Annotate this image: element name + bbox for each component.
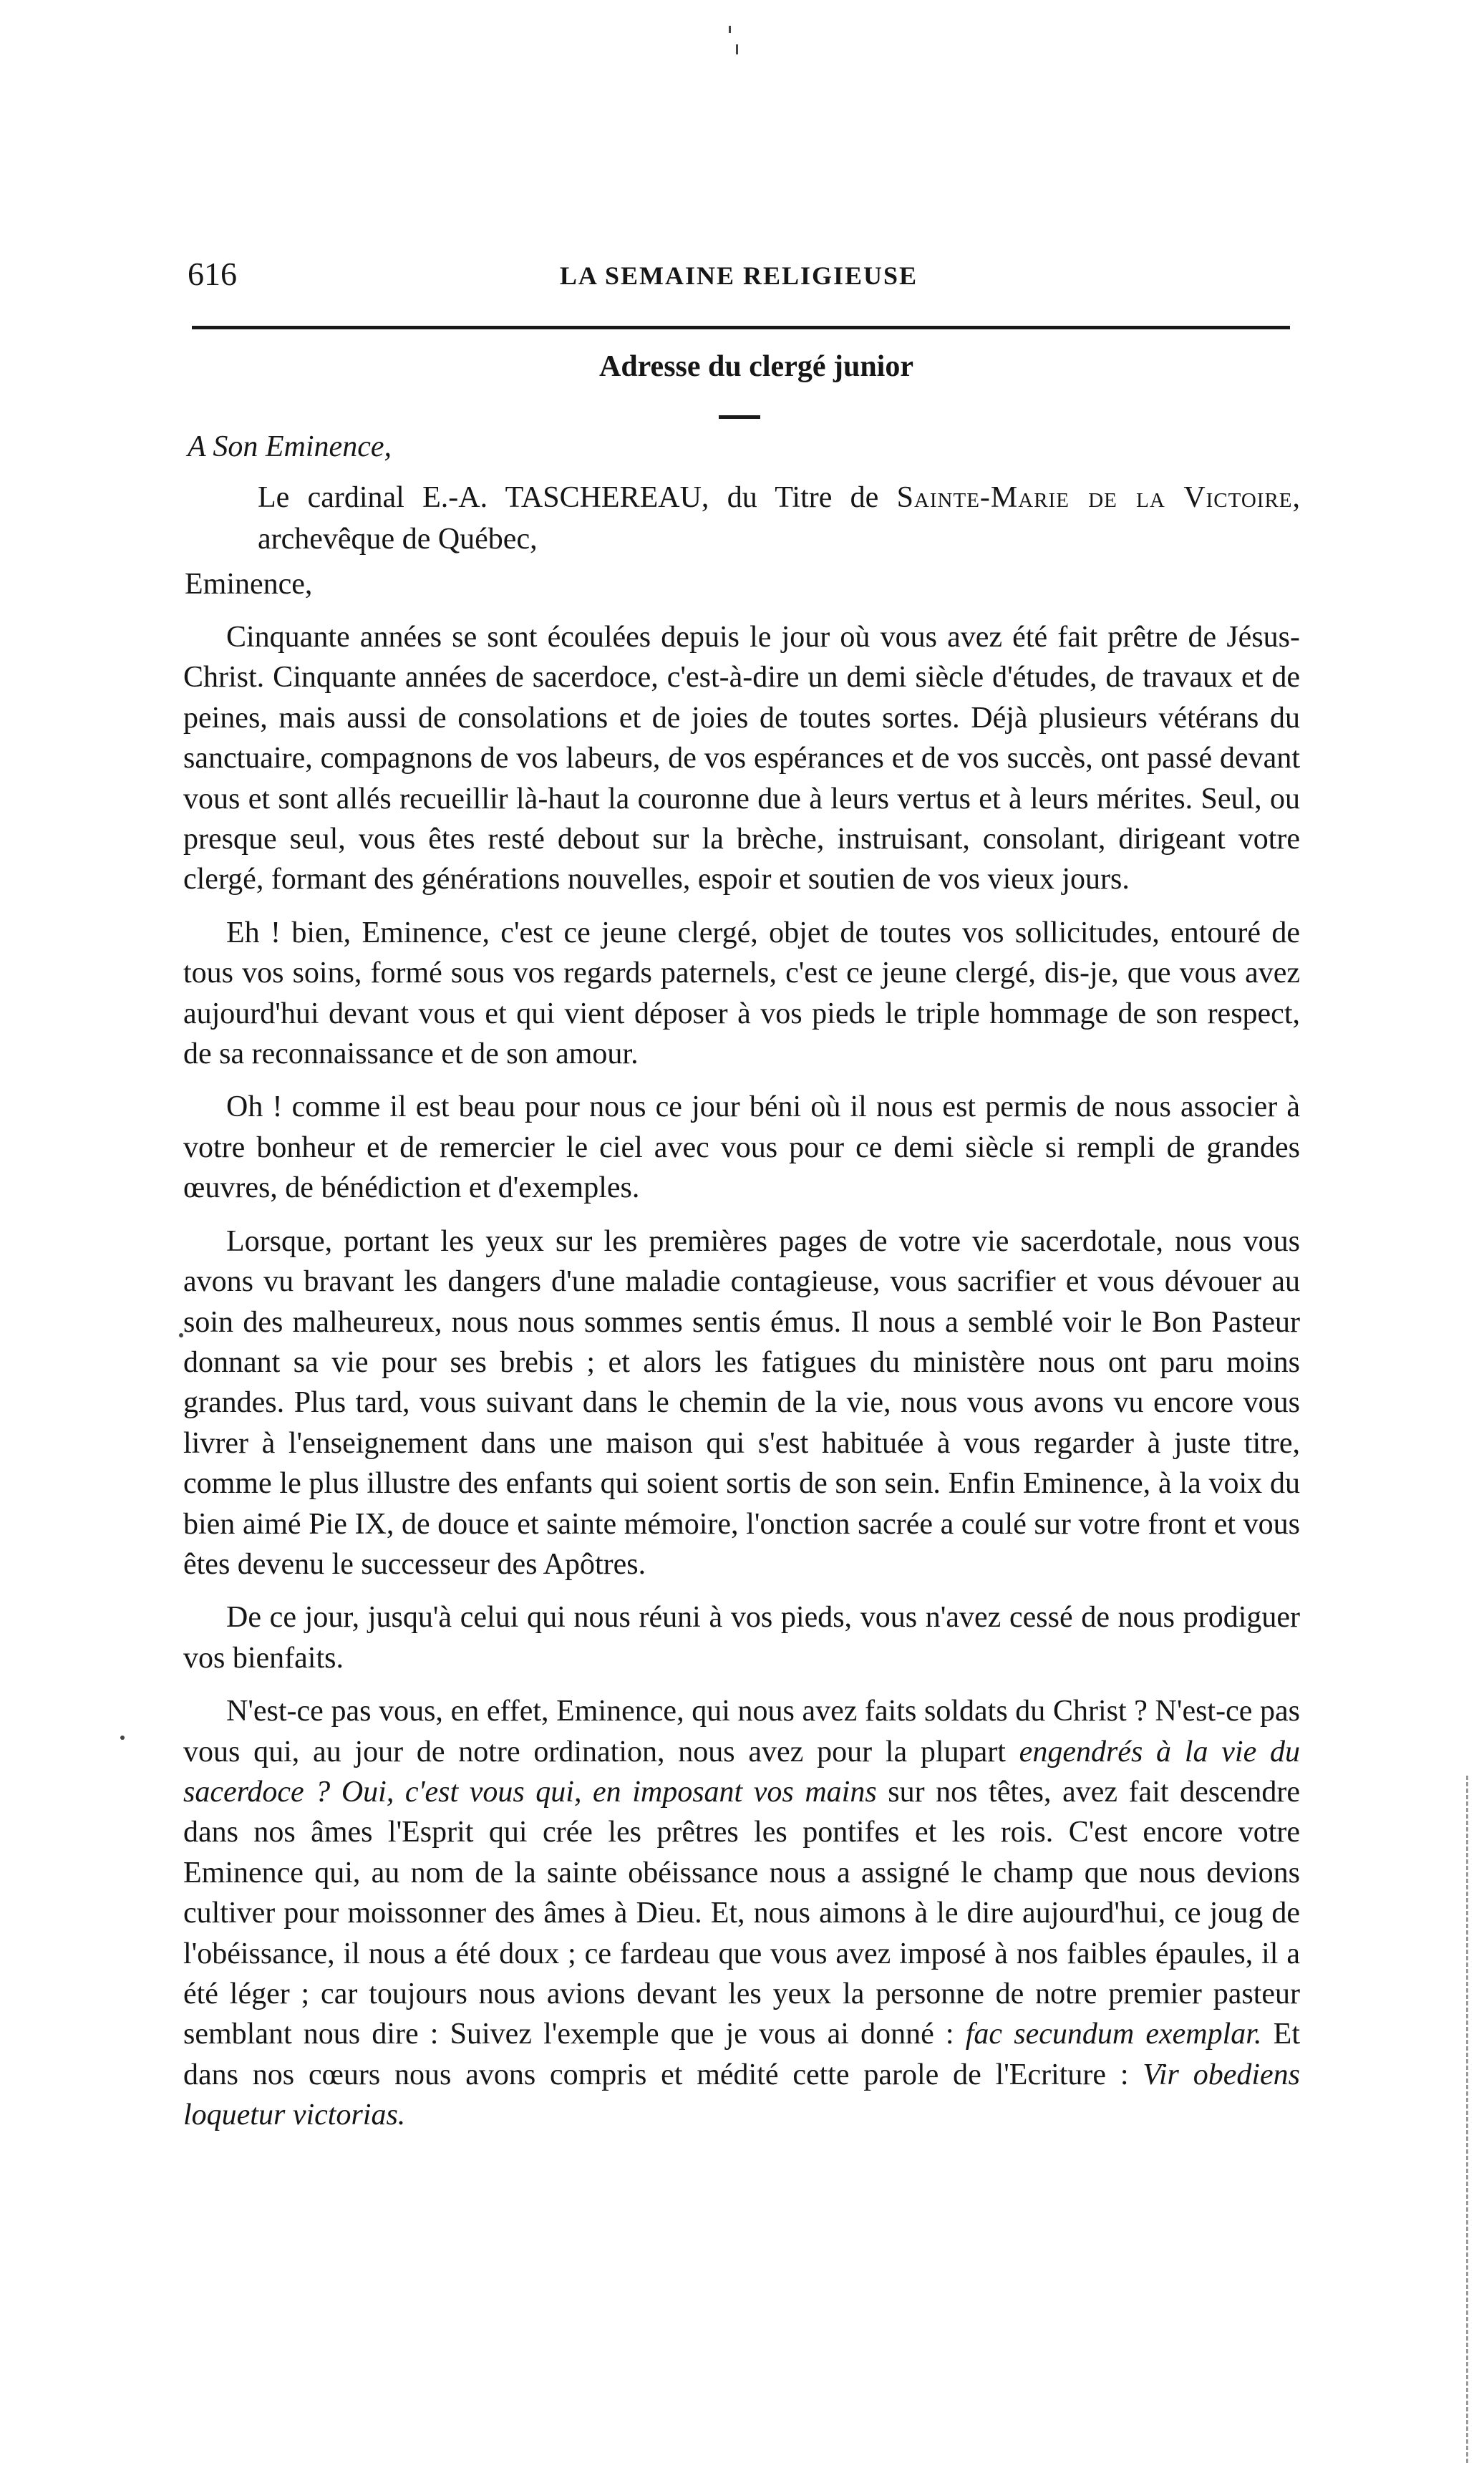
italic-run: fac secundum exemplar. bbox=[965, 2018, 1262, 2051]
running-head: LA SEMAINE RELIGIEUSE bbox=[559, 261, 918, 290]
greeting: Eminence, bbox=[185, 568, 313, 601]
addressee-text-b: , archevêque de Québec, bbox=[258, 481, 1300, 556]
title-dash bbox=[719, 415, 760, 419]
paragraph: Oh ! comme il est beau pour nous ce jour béni où il nous est permis de nous associer à votre bonheur et de remercier le ciel avec vous pour ce demi siècle si rempli de grandes œuvres, de bénédiction et d'exemples. bbox=[183, 1090, 1300, 1205]
paragraph: Lorsque, portant les yeux sur les premières pages de votre vie sacerdotale, nous vous avons vu bravant les dangers d'une maladie contagieuse, vous sacrifier et vous dévouer au soin des malheureux, nous nous sommes sentis émus. Il nous a semblé voir le Bon Pasteur donnant sa vie pour ses brebis ; et alors les fatigues du ministère nous ont paru moins grandes. Plus tard, vous suivant dans le chemin de la vie, nous vous avons vu encore vous livrer à l'enseignement dans une maison qui s'est habituée à vous regarder à juste titre, comme le plus illustre des enfants qui soient sortis de son sein. Enfin Eminence, à la voix du bien aimé Pie IX, de douce et sainte mémoire, l'onction sacrée a coulé sur votre front et vous êtes devenu le successeur des Apôtres. bbox=[183, 1224, 1300, 1581]
scan-speck bbox=[736, 44, 738, 54]
paragraph: De ce jour, jusqu'à celui qui nous réuni à vos pieds, vous n'avez cessé de nous prodiguer vos bienfaits. bbox=[183, 1601, 1300, 1675]
article-title: Adresse du clergé junior bbox=[598, 350, 913, 383]
paragraph: Eh ! bien, Eminence, c'est ce jeune clergé, objet de toutes vos sollicitudes, entouré de tous vos soins, formé sous vos regards paternels, c'est ce jeune clergé, dis-je, que vous avez aujourd'hui devant vous et qui vient déposer à vos pieds le triple hommage de son respect, de sa reconnaissance et de son amour. bbox=[183, 916, 1300, 1071]
page-number: 616 bbox=[188, 256, 237, 292]
salutation: A Son Eminence, bbox=[188, 430, 392, 463]
addressee-text-a: Le cardinal E.-A. TASCHEREAU, du Titre de bbox=[258, 481, 897, 514]
scan-edge-artifact bbox=[1466, 1776, 1470, 2463]
italic-run: engendrés à la vie du sacerdoce ? Oui, c'est vous qui, en imposant vos mains bbox=[183, 1735, 1300, 1809]
scan-speck bbox=[120, 1736, 125, 1740]
article-body bbox=[183, 617, 1300, 2149]
italic-run: Vir obediens loquetur victorias. bbox=[183, 2058, 1300, 2132]
header-rule bbox=[192, 326, 1290, 329]
paragraph-final bbox=[183, 1691, 1300, 2135]
paragraph: Cinquante années se sont écoulées depuis le jour où vous avez été fait prêtre de Jésus-Christ. Cinquante années de sacerdoce, c'est-à-dire un demi siècle d'études, de travaux et de peines, mais aussi de consolations et de joies de toutes sortes. Déjà plusieurs vétérans du sanctuaire, compagnons de vos labeurs, de vos espérances et de vos succès, ont passé devant vous et sont allés recueillir là-haut la couronne due à leurs vertus et à leurs mérites. Seul, ou presque seul, vous êtes resté debout sur la brèche, instruisant, consolant, dirigeant votre clergé, formant des générations nouvelles, espoir et soutien de vos vieux jours. bbox=[183, 621, 1300, 896]
addressee-title-smallcaps: Sainte-Marie de la Victoire bbox=[896, 481, 1293, 514]
text-run: Et dans nos cœurs nous avons compris et médité cette parole de l'Ecriture : bbox=[183, 2018, 1300, 2091]
page-header bbox=[188, 251, 1290, 301]
scan-speck bbox=[179, 1333, 183, 1337]
text-run: sur nos têtes, avez fait descendre dans nos âmes l'Esprit qui crée les prêtres les pontifes et les rois. C'est encore votre Eminence qui, au nom de la sainte obéissance nous a assigné le champ que nous devions cultiver pour moissonner des âmes à Dieu. Et, nous aimons à le dire aujourd'hui, ce joug de l'obéissance, il nous a été doux ; ce fardeau que vous avez imposé à nos faibles épaules, il a été léger ; car toujours nous avions devant les yeux la personne de notre premier pasteur semblant nous dire : Suivez l'exemple que je vous ai donné : bbox=[183, 1775, 1300, 2051]
addressee bbox=[258, 477, 1300, 560]
text-run: N'est-ce pas vous, en effet, Eminence, qui nous avez faits soldats du Christ ? N'est-ce pas vous qui, au jour de notre ordination, nous avez pour la plupart bbox=[183, 1695, 1300, 1768]
scan-speck bbox=[729, 26, 731, 33]
